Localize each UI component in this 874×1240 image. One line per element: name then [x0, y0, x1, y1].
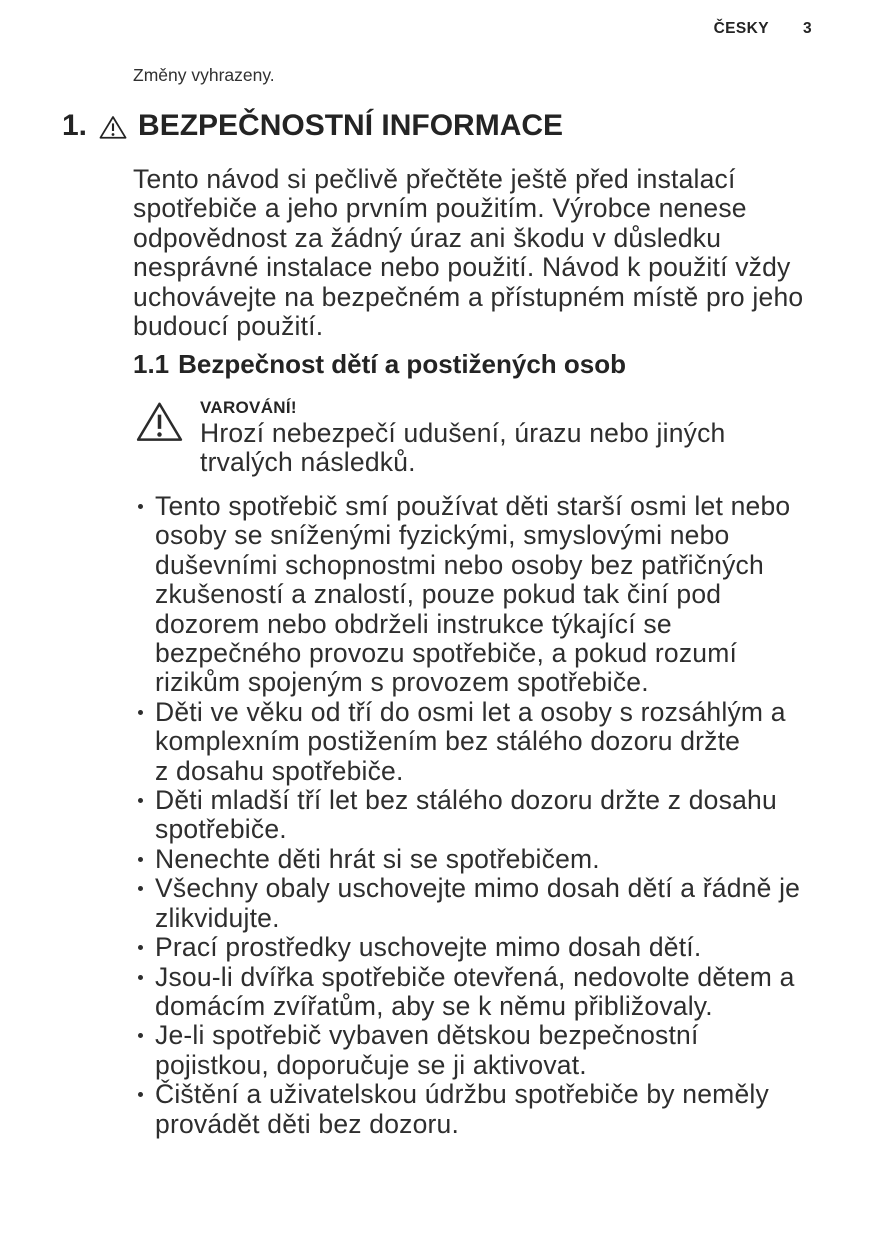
intro-paragraph: Tento návod si pečlivě přečtěte ještě před instalací spotřebiče a jeho prvním použitím. Výrobce nenese odpovědnost za žádný úraz ani škodu v důsledku nesprávné instalace nebo použití. Návod k použití vždy uchovávejte na bezpečném a přístupném místě pro jeho budoucí použití.	[133, 164, 804, 342]
list-item: Je-li spotřebič vybaven dětskou bezpečnostní pojistkou, doporučuje se ji aktivovat.	[136, 1021, 810, 1080]
warning-triangle-icon	[136, 401, 183, 443]
list-item: Všechny obaly uschovejte mimo dosah dětí a řádně je zlikvidujte.	[136, 874, 810, 933]
warning-label: VAROVÁNÍ!	[200, 398, 297, 417]
warning-triangle-icon	[99, 115, 127, 140]
section-heading	[62, 109, 563, 143]
list-item: Prací prostředky uschovejte mimo dosah dětí.	[136, 933, 810, 962]
revision-note: Změny vyhrazeny.	[133, 65, 275, 85]
subsection-title: Bezpečnost dětí a postižených osob	[178, 349, 627, 379]
list-item: Nenechte děti hrát si se spotřebičem.	[136, 845, 810, 874]
warning-body	[200, 398, 765, 478]
page-number: 3	[802, 20, 812, 37]
page-header	[714, 20, 812, 38]
section-number: 1.	[62, 109, 88, 142]
subsection-heading	[133, 349, 626, 380]
list-item: Děti ve věku od tří do osmi let a osoby s rozsáhlým a komplexním postižením bez stálého dozoru držte z dosahu spotřebiče.	[136, 698, 810, 786]
safety-bullet-list	[136, 492, 810, 1139]
warning-text: Hrozí nebezpečí udušení, úrazu nebo jiných trvalých následků.	[200, 418, 726, 478]
list-item: Tento spotřebič smí používat děti starší osmi let nebo osoby se sníženými fyzickými, smyslovými nebo duševními schopnostmi nebo osoby bez patřičných zkušeností a znalostí, pouze pokud tak činí pod dozorem nebo obdrželi instrukce týkající se bezpečného provozu spotřebiče, a pokud rozumí rizikům spojeným s provozem spotřebiče.	[136, 492, 810, 698]
list-item: Čištění a uživatelskou údržbu spotřebiče by neměly provádět děti bez dozoru.	[136, 1080, 810, 1139]
list-item: Děti mladší tří let bez stálého dozoru držte z dosahu spotřebiče.	[136, 786, 810, 845]
section-title: BEZPEČNOSTNÍ INFORMACE	[138, 109, 564, 142]
subsection-number: 1.1	[133, 349, 170, 379]
list-item: Jsou-li dvířka spotřebiče otevřená, nedovolte dětem a domácím zvířatům, aby se k němu přibližovaly.	[136, 963, 810, 1022]
language-label: ČESKY	[713, 20, 769, 37]
warning-box	[136, 398, 765, 478]
